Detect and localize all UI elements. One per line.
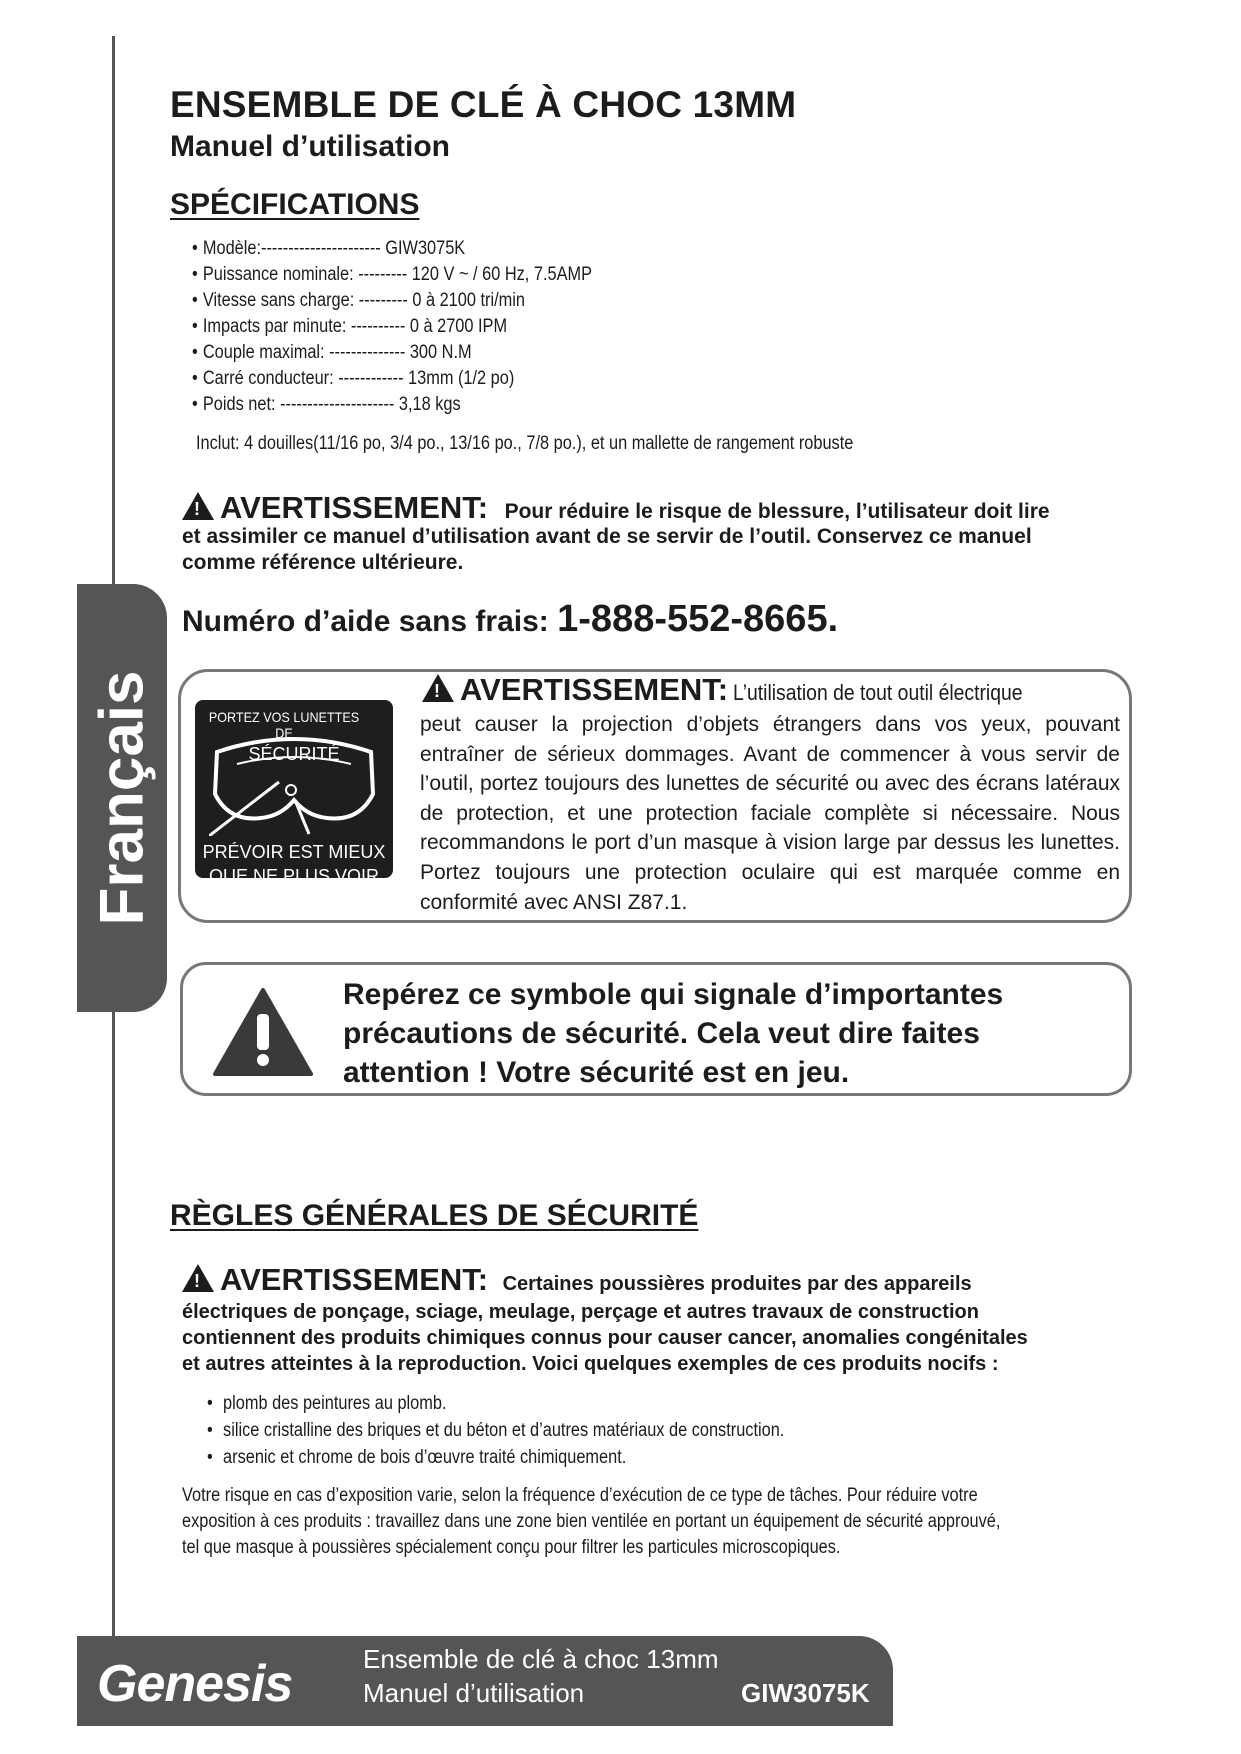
warning-triangle-icon: [182, 492, 214, 520]
warning-3-headline: !AVERTISSEMENT: Certaines poussières produites par des appareils: [182, 1262, 972, 1298]
list-item: • plomb des peintures au plomb.: [207, 1390, 784, 1417]
language-tab: [77, 584, 167, 1012]
document-subtitle: Manuel d’utilisation: [170, 130, 451, 163]
general-safety-rules-heading: RÈGLES GÉNÉRALES DE SÉCURITÉ: [170, 1199, 699, 1232]
warning-triangle-icon: [422, 674, 454, 702]
spec-item: • Carré conducteur: ------------ 13mm (1/2 po): [192, 366, 592, 392]
spec-item: • Puissance nominale: --------- 120 V ~ / 60 Hz, 7.5AMP: [192, 262, 592, 288]
spec-item: • Impacts par minute: ---------- 0 à 2700 IPM: [192, 314, 592, 340]
warning-2-headline: !AVERTISSEMENT: L’utilisation de tout outil électrique: [422, 672, 1062, 708]
helpline-number: 1-888-552-8665.: [557, 598, 839, 640]
list-item: • silice cristalline des briques et du béton et d’autres matériaux de construction.: [207, 1417, 784, 1444]
language-tab-label: Français: [87, 670, 157, 926]
warning-1-headline: !AVERTISSEMENT: Pour réduire le risque de blessure, l’utilisateur doit lire: [182, 490, 1050, 526]
safety-symbol-text: Repérez ce symbole qui signale d’importantes précautions de sécurité. Cela veut dire faites attention ! Votre sécurité est en jeu.: [343, 978, 1004, 1089]
goggles-safety-label: PORTEZ VOS LUNETTES DE SÉCURITÉ PRÉVOIR EST MIEUX QUE NE PLUS VOIR: [195, 700, 393, 878]
helpline: Numéro d’aide sans frais: 1-888-552-8665.: [182, 598, 839, 640]
includes-text: Inclut: 4 douilles(11/16 po, 3/4 po., 13/16 po., 7/8 po.), et un mallette de rangement robuste: [196, 433, 854, 454]
warning-2-body: peut causer la projection d’objets étrangers dans vos yeux, pouvant entraîner de sérieux dommages. Avant de commencer à vous servir de l’outil, portez toujours des lunettes de sécurité ou avec des écrans latéraux de protection, et une protection faciale complète si nécessaire. Nous recommandons le port d’un masque à vision large par dessus les lunettes. Portez toujours une protection oculaire qui est marquée comme en conformité avec ANSI Z87.1.: [420, 713, 1120, 914]
warning-triangle-icon: [182, 1264, 214, 1292]
warning-1-line-2: et assimiler ce manuel d’utilisation avant de se servir de l’outil. Conservez ce manuel: [182, 525, 1032, 548]
spec-item: • Couple maximal: -------------- 300 N.M: [192, 340, 592, 366]
list-item: • arsenic et chrome de bois d’œuvre traité chimiquement.: [207, 1444, 784, 1471]
warning-1-line-3: comme référence ultérieure.: [182, 551, 464, 574]
footer-manual-label: Manuel d’utilisation: [363, 1678, 585, 1708]
safety-alert-symbol-icon: [213, 988, 313, 1076]
specifications-heading: SPÉCIFICATIONS: [170, 188, 420, 221]
warning-3-body: électriques de ponçage, sciage, meulage, perçage et autres travaux de construction contiennent des produits chimiques connus pour causer cancer, anomalies congénitales et autres atteintes à la reproduction. Voici quelques exemples de ces produits nocifs :: [182, 1301, 1028, 1375]
spec-item: • Poids net: --------------------- 3,18 kgs: [192, 392, 592, 418]
exposure-paragraph: Votre risque en cas d’exposition varie, selon la fréquence d’exécution de ce type de tâches. Pour réduire votre exposition à ces produits : travaillez dans une zone bien ventilée en portant un équipement de sécurité approuvé, tel que masque à poussières spécialement conçu pour filtrer les particules microscopiques.: [182, 1485, 1001, 1558]
document-title: ENSEMBLE DE CLÉ À CHOC 13MM: [170, 84, 797, 125]
hazard-list: [207, 1390, 784, 1471]
footer-bar: [77, 1636, 893, 1726]
spec-item: • Modèle:---------------------- GIW3075K: [192, 236, 592, 262]
footer-product-name: Ensemble de clé à choc 13mm: [363, 1644, 719, 1674]
footer-model-number: GIW3075K: [741, 1678, 870, 1708]
spec-list: [192, 236, 592, 418]
spec-item: • Vitesse sans charge: --------- 0 à 2100 tri/min: [192, 288, 592, 314]
genesis-logo: Genesis: [97, 1655, 293, 1713]
